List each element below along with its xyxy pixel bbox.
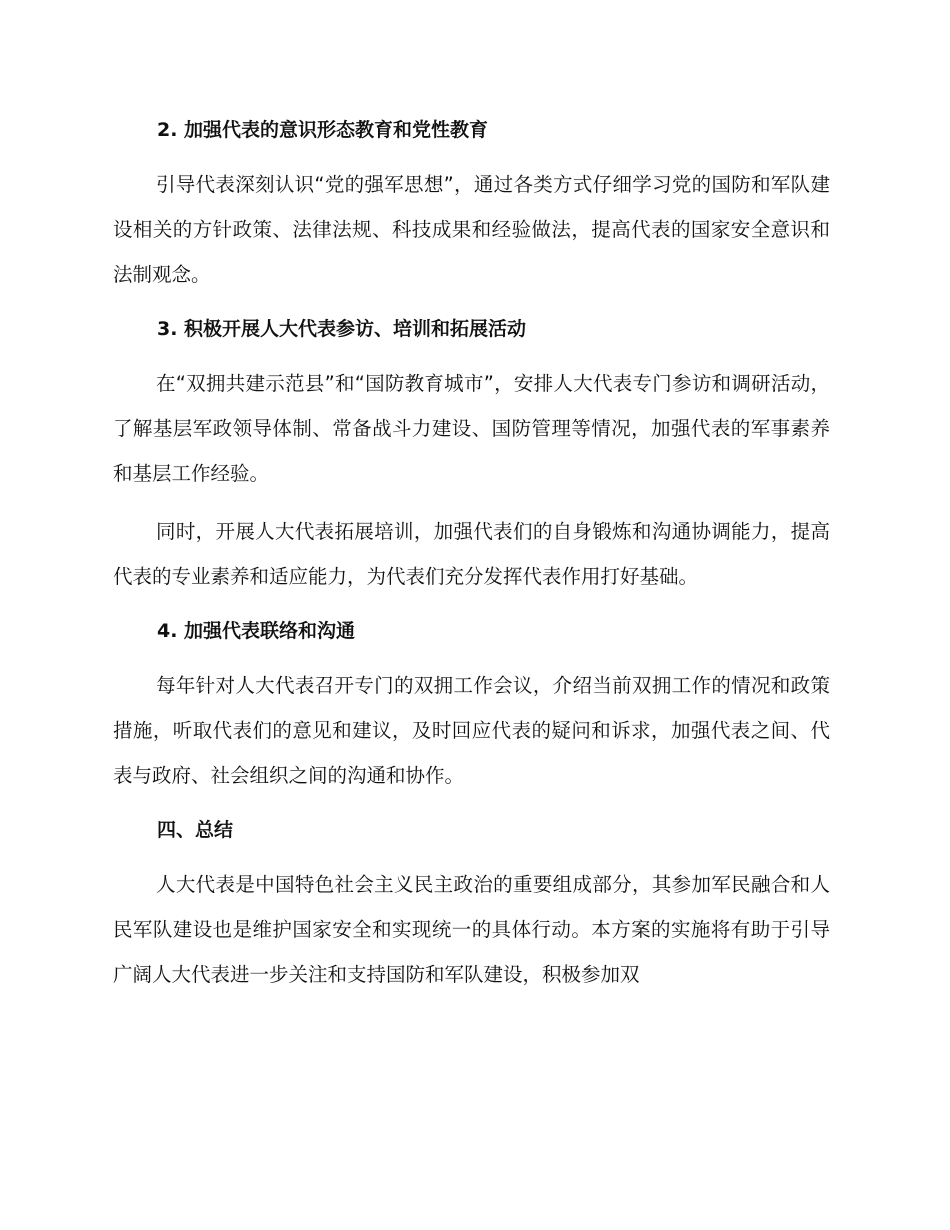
section-heading-4: 4. 加强代表联络和沟通 [157, 620, 356, 642]
document-body [113, 111, 830, 997]
section-paragraph: 引导代表深刻认识“党的强军思想”，通过各类方式仔细学习党的国防和军队建设相关的方针政策、法律法规、科技成果和经验做法，提高代表的国家安全意识和法制观念。 [113, 173, 830, 286]
section-paragraph: 人大代表是中国特色社会主义民主政治的重要组成部分，其参加军民融合和人民军队建设也是维护国家安全和实现统一的具体行动。本方案的实施将有助于引导广阔人大代表进一步关注和支持国防和军队建设，积极参加双 [113, 873, 830, 986]
section-heading-2: 2. 加强代表的意识形态教育和党性教育 [157, 119, 489, 141]
section-heading-3: 3. 积极开展人大代表参访、培训和拓展活动 [157, 318, 527, 340]
section-heading-summary: 四、总结 [157, 819, 234, 841]
section-paragraph: 每年针对人大代表召开专门的双拥工作会议，介绍当前双拥工作的情况和政策措施，听取代表们的意见和建议，及时回应代表的疑问和诉求，加强代表之间、代表与政府、社会组织之间的沟通和协作。 [113, 674, 830, 787]
section-paragraph: 同时，开展人大代表拓展培训，加强代表们的自身锻炼和沟通协调能力，提高代表的专业素养和适应能力，为代表们充分发挥代表作用打好基础。 [113, 520, 830, 588]
section-paragraph: 在“双拥共建示范县”和“国防教育城市”，安排人大代表专门参访和调研活动，了解基层军政领导体制、常备战斗力建设、国防管理等情况，加强代表的军事素养和基层工作经验。 [113, 372, 830, 485]
